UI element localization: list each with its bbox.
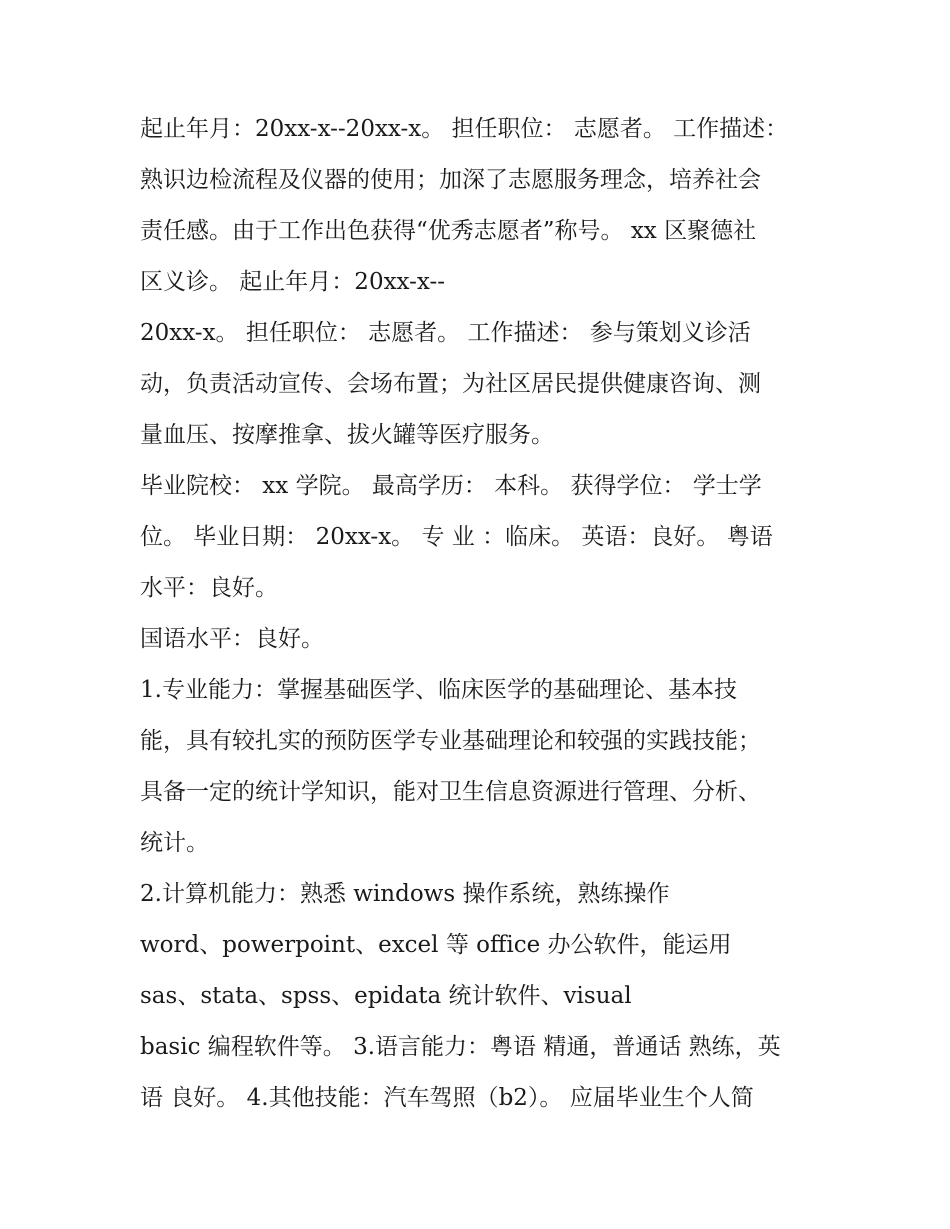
text-line: 1.专业能力：掌握基础医学、临床医学的基础理论、基本技 bbox=[140, 677, 737, 703]
text-line: 水平：良好。 bbox=[140, 575, 278, 601]
text-line: sas、stata、spss、epidata 统计软件、visual bbox=[140, 983, 632, 1009]
text-line: 国语水平：良好。 bbox=[140, 626, 324, 652]
text-line: 具备一定的统计学知识，能对卫生信息资源进行管理、分析、 bbox=[140, 779, 761, 805]
document-body bbox=[140, 104, 820, 1124]
text-line: word、powerpoint、excel 等 office 办公软件，能运用 bbox=[140, 932, 732, 958]
text-line: 区义诊。 起止年月：20xx-x-- bbox=[140, 269, 445, 295]
text-line: 责任感。由于工作出色获得“优秀志愿者”称号。 xx 区聚德社 bbox=[140, 218, 757, 244]
text-line: 统计。 bbox=[140, 830, 209, 856]
text-line: 2.计算机能力：熟悉 windows 操作系统，熟练操作 bbox=[140, 881, 670, 907]
text-line: 起止年月：20xx-x--20xx-x。 担任职位： 志愿者。 工作描述： bbox=[140, 116, 789, 142]
text-line: 熟识边检流程及仪器的使用；加深了志愿服务理念，培养社会 bbox=[140, 167, 761, 193]
text-line: 毕业院校： xx 学院。 最高学历： 本科。 获得学位： 学士学 bbox=[140, 473, 762, 499]
text-line: 能，具有较扎实的预防医学专业基础理论和较强的实践技能； bbox=[140, 728, 761, 754]
text-line: basic 编程软件等。 3.语言能力：粤语 精通，普通话 熟练，英 bbox=[140, 1034, 781, 1060]
text-line: 动，负责活动宣传、会场布置；为社区居民提供健康咨询、测 bbox=[140, 371, 761, 397]
text-line: 20xx-x。 担任职位： 志愿者。 工作描述： 参与策划义诊活 bbox=[140, 320, 751, 346]
text-line: 语 良好。 4.其他技能：汽车驾照（b2）。 应届毕业生个人简 bbox=[140, 1085, 754, 1111]
text-line: 量血压、按摩推拿、拔火罐等医疗服务。 bbox=[140, 422, 554, 448]
text-line: 位。 毕业日期： 20xx-x。 专 业 ：临床。 英语：良好。 粤语 bbox=[140, 524, 773, 550]
